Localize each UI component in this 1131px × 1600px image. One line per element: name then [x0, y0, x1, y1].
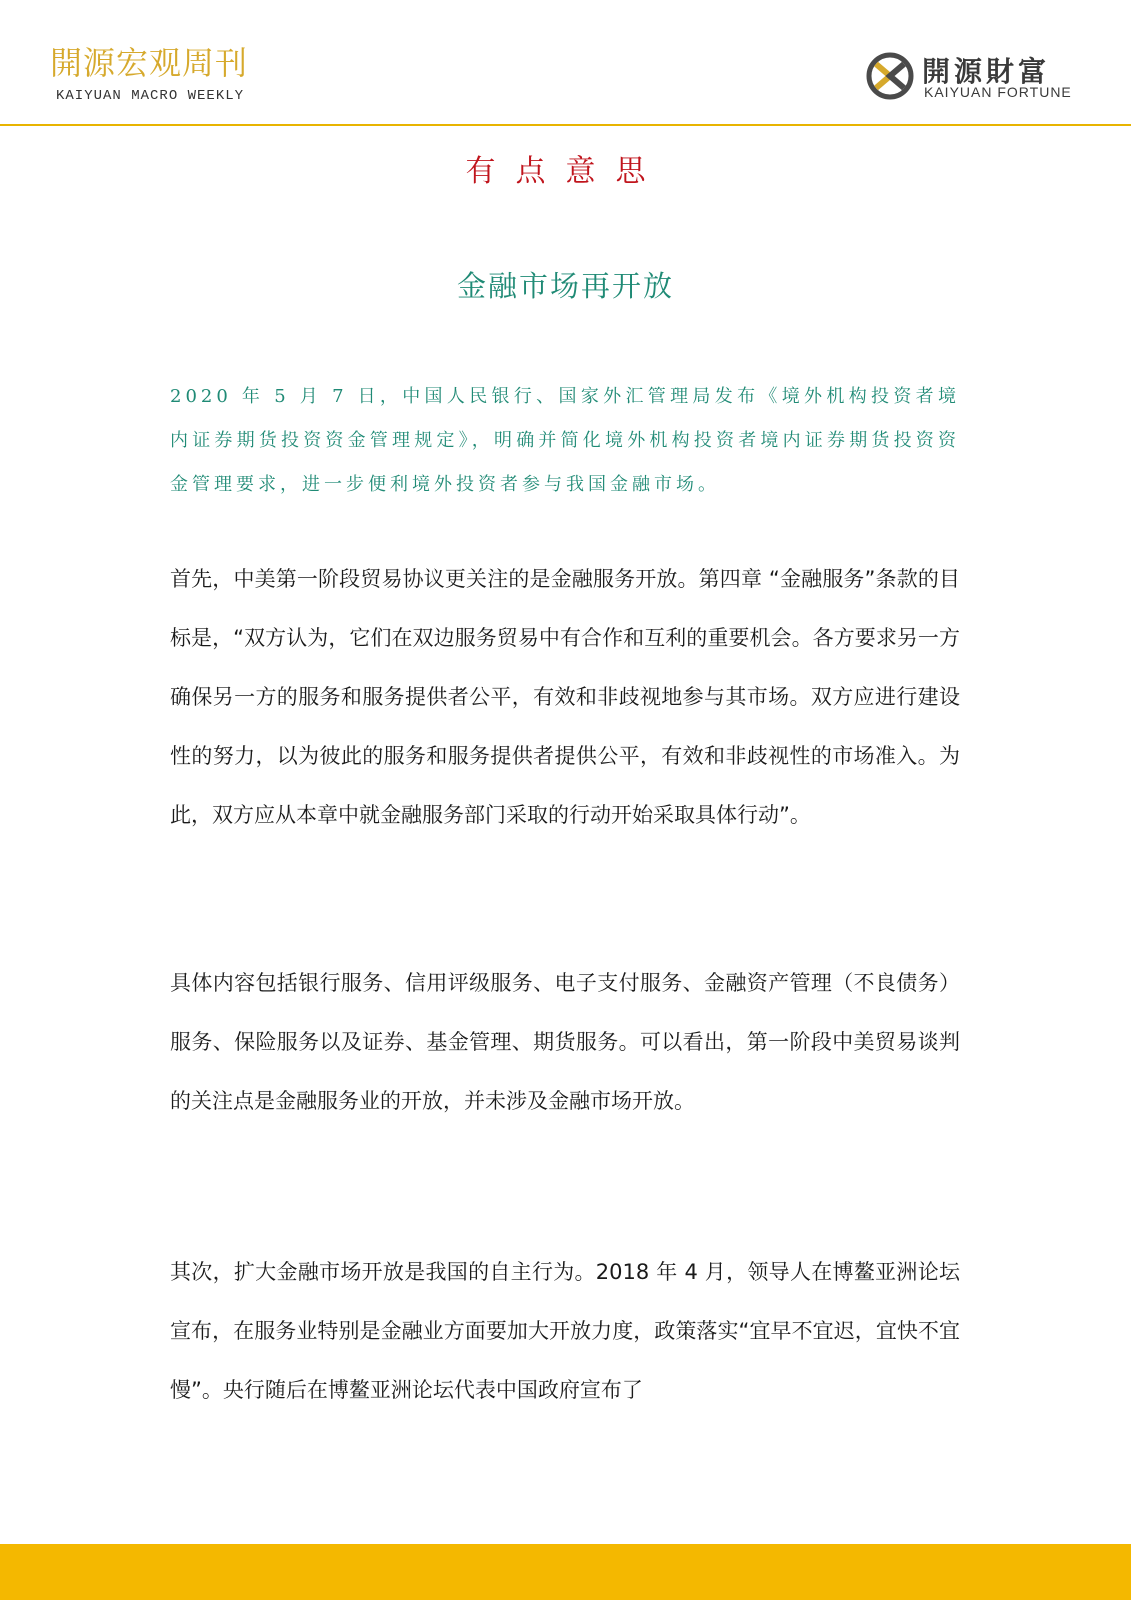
- publication-subtitle: KAIYUAN MACRO WEEKLY: [56, 88, 245, 104]
- brand-logo: [866, 48, 1086, 108]
- body-paragraph: 首先，中美第一阶段贸易协议更关注的是金融服务开放。第四章 “金融服务”条款的目标是，“双方认为，它们在双边服务贸易中有合作和互利的重要机会。各方要求另一方确保另一方的服务和服务提供者公平，有效和非歧视地参与其市场。双方应进行建设性的努力，以为彼此的服务和服务提供者提供公平，有效和非歧视性的市场准入。为此，双方应从本章中就金融服务部门采取的行动开始采取具体行动”。: [170, 567, 960, 827]
- kaiyuan-logo-icon: [866, 52, 914, 100]
- logo-text-en: KAIYUAN FORTUNE: [924, 84, 1072, 100]
- publication-title: 開源宏观周刊: [50, 44, 249, 82]
- article-title: 金融市场再开放: [456, 269, 674, 303]
- section-title: 有点意思: [465, 154, 666, 189]
- header-divider: [0, 124, 1131, 126]
- body-paragraph: 具体内容包括银行服务、信用评级服务、电子支付服务、金融资产管理（不良债务）服务、保险服务以及证券、基金管理、期货服务。可以看出，第一阶段中美贸易谈判的关注点是金融服务业的开放，并未涉及金融市场开放。: [170, 971, 960, 1113]
- footer-bar: [0, 1544, 1131, 1600]
- body-paragraph: 其次，扩大金融市场开放是我国的自主行为。2018 年 4 月，领导人在博鳌亚洲论坛宣布，在服务业特别是金融业方面要加大开放力度，政策落实“宜早不宜迟，宜快不宜慢”。央行随后在博鳌亚洲论坛代表中国政府宣布了: [170, 1260, 960, 1402]
- article-abstract: 2020 年 5 月 7 日，中国人民银行、国家外汇管理局发布《境外机构投资者境内证券期货投资资金管理规定》，明确并简化境外机构投资者境内证券期货投资资金管理要求，进一步便利境外投资者参与我国金融市场。: [170, 386, 960, 495]
- logo-text-cn: 開源財富: [922, 55, 1051, 88]
- page-header: [0, 0, 1131, 126]
